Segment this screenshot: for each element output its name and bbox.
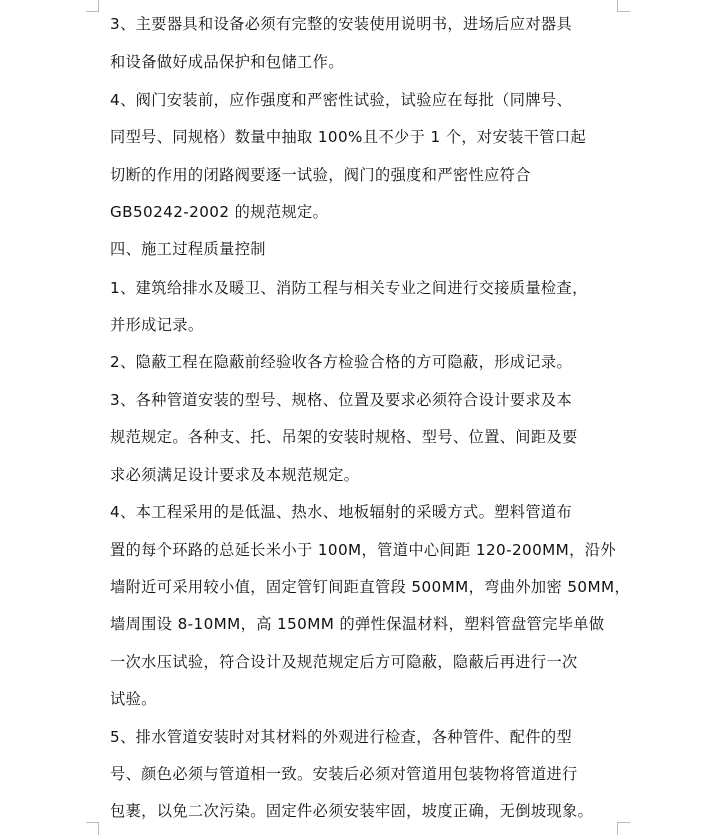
page-corner-mark-top-left (86, 0, 99, 12)
section-heading: 四、施工过程质量控制 (110, 240, 266, 258)
page-corner-mark-top-right (617, 0, 630, 12)
text-line: 3、主要器具和设备必须有完整的安装使用说明书，进场后应对器具 (110, 15, 573, 33)
text-line: 号、颜色必须与管道相一致。安装后必须对管道用包装物将管道进行 (110, 765, 578, 783)
page-corner-mark-bottom-left (86, 822, 99, 835)
text-line: 试验。 (110, 690, 157, 708)
text-line: 规范规定。各种支、托、吊架的安装时规格、型号、位置、间距及要 (110, 428, 578, 446)
text-line: 1、建筑给排水及暖卫、消防工程与相关专业之间进行交接质量检查， (110, 279, 588, 297)
text-line: 并形成记录。 (110, 316, 204, 334)
text-line: 一次水压试验，符合设计及规范规定后方可隐蔽，隐蔽后再进行一次 (110, 653, 578, 671)
text-line: GB50242-2002 的规范规定。 (110, 203, 329, 221)
text-line: 4、阀门安装前，应作强度和严密性试验，试验应在每批（同牌号、 (110, 91, 573, 109)
text-line: 切断的作用的闭路阀要逐一试验，阀门的强度和严密性应符合 (110, 166, 531, 184)
text-line: 5、排水管道安装时对其材料的外观进行检查，各种管件、配件的型 (110, 728, 573, 746)
text-line: 3、各种管道安装的型号、规格、位置及要求必须符合设计要求及本 (110, 391, 573, 409)
text-line: 墙周围设 8-10MM，高 150MM 的弹性保温材料，塑料管盘管完毕单做 (110, 615, 605, 633)
text-line: 2、隐蔽工程在隐蔽前经验收各方检验合格的方可隐蔽，形成记录。 (110, 353, 573, 371)
text-line: 置的每个环路的总延长米小于 100M，管道中心间距 120-200MM，沿外 (110, 541, 616, 559)
text-line: 墙附近可采用较小值，固定管钉间距直管段 500MM，弯曲外加密 50MM， (110, 578, 631, 596)
page-corner-mark-bottom-right (617, 822, 630, 835)
text-line: 求必须满足设计要求及本规范规定。 (110, 466, 360, 484)
text-line: 4、本工程采用的是低温、热水、地板辐射的采暖方式。塑料管道布 (110, 503, 573, 521)
text-line: 同型号、同规格）数量中抽取 100%且不少于 1 个，对安装干管口起 (110, 128, 587, 146)
text-line: 包裹，以免二次污染。固定件必须安装牢固，坡度正确，无倒坡现象。 (110, 802, 594, 820)
text-line: 和设备做好成品保护和包储工作。 (110, 53, 344, 71)
